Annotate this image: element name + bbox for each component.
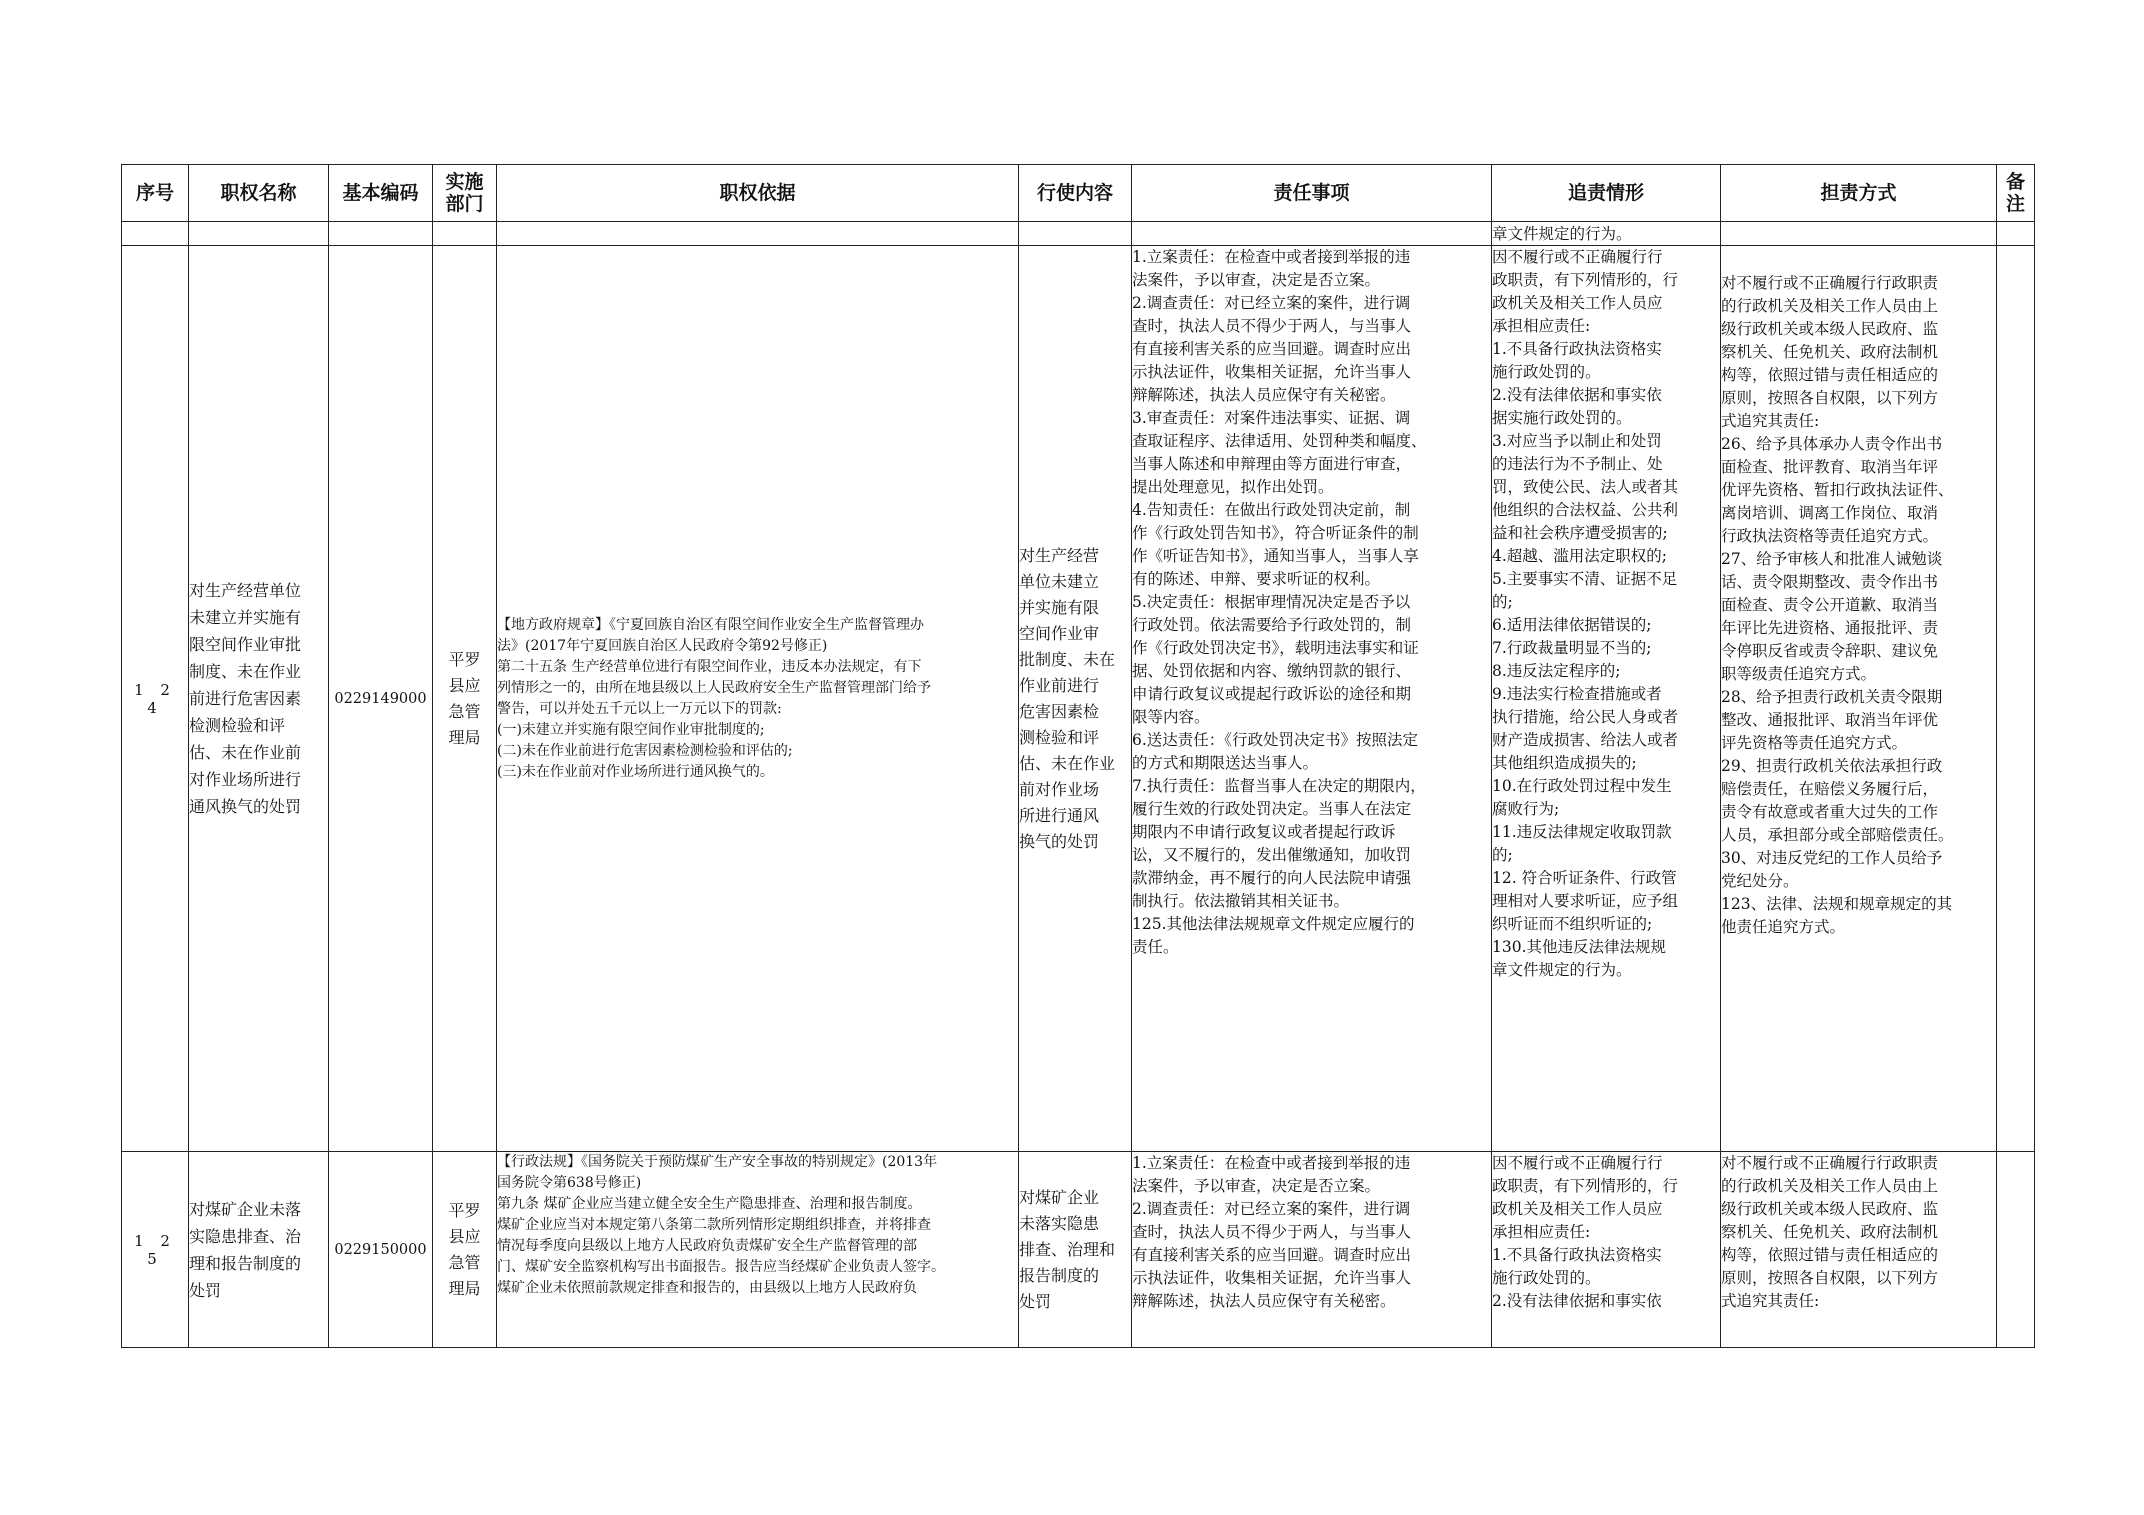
row-serial: 1 2 4	[122, 246, 189, 1152]
header-basic-code: 基本编码	[329, 165, 433, 222]
row-basic-code: 0229149000	[329, 246, 433, 1152]
header-exercise: 行使内容	[1019, 165, 1132, 222]
row-exercise: 对煤矿企业 未落实隐患 排查、治理和 报告制度的 处罚	[1019, 1152, 1132, 1348]
row-responsibility: 1.立案责任：在检查中或者接到举报的违 法案件，予以审查，决定是否立案。 2.调查责任：对已经立案的案件，进行调 查时，执法人员不得少于两人，与当事人 有直接利害关系的应当回避。调查时应出 示执法证件，收集相关证据，允许当事人 辩解陈述，执法人员应保守有关秘密。 3.审查责任：对案件违法事实、证据、调 查取证程序、法律适用、处罚种类和幅度、 当事人陈述和申辩理由等方面进行审查， 提出处理意见，拟作出处罚。 4.告知责任：在做出行政处罚决定前，制 作《行政处罚告知书》，符合听证条件的制 作《听证告知书》，通知当事人，当事人享 有的陈述、申辩、要求听证的权利。 5.决定责任：根据审理情况决定是否予以 行政处罚。依法需要给予行政处罚的，制 作《行政处罚决定书》，载明违法事实和证 据、处罚依据和内容、缴纳罚款的银行、 申请行政复议或提起行政诉讼的途径和期 限等内容。 6.送达责任：《行政处罚决定书》按照法定 的方式和期限送达当事人。 7.执行责任：监督当事人在决定的期限内， 履行生效的行政处罚决定。当事人在法定 期限内不申请行政复议或者提起行政诉 讼，又不履行的，发出催缴通知，加收罚 款滞纳金，再不履行的向人民法院申请强 制执行。依法撤销其相关证书。 125.其他法律法规规章文件规定应履行的 责任。	[1132, 246, 1492, 1152]
row-power-name: 对煤矿企业未落 实隐患排查、治 理和报告制度的 处罚	[189, 1152, 329, 1348]
row-accountability: 因不履行或不正确履行行 政职责，有下列情形的，行 政机关及相关工作人员应 承担相应责任: 1.不具备行政执法资格实 施行政处罚的。 2.没有法律依据和事实依 据实施行政处罚的。 3.对应当予以制止和处罚 的违法行为不予制止、处 罚，致使公民、法人或者其 他组织的合法权益、公共利 益和社会秩序遭受损害的; 4.超越、滥用法定职权的; 5.主要事实不清、证据不足 的; 6.适用法律依据错误的; 7.行政裁量明显不当的; 8.违反法定程序的; 9.违法实行检查措施或者 执行措施，给公民人身或者 财产造成损害、给法人或者 其他组织造成损失的; 10.在行政处罚过程中发生 腐败行为; 11.违反法律规定收取罚款 的; 12. 符合听证条件、行政管 理相对人要求听证，应予组 织听证而不组织听证的; 130.其他违反法律法规规 章文件规定的行为。	[1492, 246, 1721, 1152]
header-power-name: 职权名称	[189, 165, 329, 222]
row-serial: 1 2 5	[122, 1152, 189, 1348]
row-accountability: 因不履行或不正确履行行 政职责，有下列情形的，行 政机关及相关工作人员应 承担相应责任: 1.不具备行政执法资格实 施行政处罚的。 2.没有法律依据和事实依	[1492, 1152, 1721, 1348]
header-row	[122, 165, 2035, 222]
header-liability: 担责方式	[1721, 165, 1997, 222]
header-remark	[1997, 165, 2035, 222]
row-exercise: 对生产经营 单位未建立 并实施有限 空间作业审 批制度、未在 作业前进行 危害因素检 测检验和评 估、未在作业 前对作业场 所进行通风 换气的处罚	[1019, 246, 1132, 1152]
continuation-text: 章文件规定的行为。	[1492, 222, 1721, 246]
header-accountability: 追责情形	[1492, 165, 1721, 222]
row-liability: 对不履行或不正确履行行政职责 的行政机关及相关工作人员由上 级行政机关或本级人民政府、监 察机关、任免机关、政府法制机 构等，依照过错与责任相适应的 原则，按照各自权限，以下列方 式追究其责任:	[1721, 1152, 1997, 1348]
continuation-row	[122, 222, 2035, 246]
row-remark	[1997, 246, 2035, 1152]
row-dept: 平罗 县应 急管 理局	[433, 246, 497, 1152]
header-dept	[433, 165, 497, 222]
duty-table	[121, 164, 2035, 1348]
row-basis: 【行政法规】《国务院关于预防煤矿生产安全事故的特别规定》(2013年 国务院令第638号修正) 第九条 煤矿企业应当建立健全安全生产隐患排查、治理和报告制度。 煤矿企业应当对本规定第八条第二款所列情形定期组织排查，并将排查 情况每季度向县级以上地方人民政府负责煤矿安全生产监督管理的部 门、煤矿安全监察机构写出书面报告。报告应当经煤矿企业负责人签字。 煤矿企业未依照前款规定排查和报告的，由县级以上地方人民政府负	[497, 1152, 1019, 1348]
header-responsibility: 责任事项	[1132, 165, 1492, 222]
row-power-name: 对生产经营单位 未建立并实施有 限空间作业审批 制度、未在作业 前进行危害因素 检测检验和评 估、未在作业前 对作业场所进行 通风换气的处罚	[189, 246, 329, 1152]
row-liability: 对不履行或不正确履行行政职责 的行政机关及相关工作人员由上 级行政机关或本级人民政府、监 察机关、任免机关、政府法制机 构等，依照过错与责任相适应的 原则，按照各自权限，以下列方 式追究其责任: 26、给予具体承办人责令作出书 面检查、批评教育、取消当年评 优评先资格、暂扣行政执法证件、 离岗培训、调离工作岗位、取消 行政执法资格等责任追究方式。 27、给予审核人和批准人诫勉谈 话、责令限期整改、责令作出书 面检查、责令公开道歉、取消当 年评比先进资格、通报批评、责 令停职反省或责令辞职、建议免 职等级责任追究方式。 28、给予担责行政机关责令限期 整改、通报批评、取消当年评优 评先资格等责任追究方式。 29、担责行政机关依法承担行政 赔偿责任，在赔偿义务履行后， 责令有故意或者重大过失的工作 人员，承担部分或全部赔偿责任。 30、对违反党纪的工作人员给予 党纪处分。 123、法律、法规和规章规定的其 他责任追究方式。	[1721, 246, 1997, 1152]
row-responsibility: 1.立案责任：在检查中或者接到举报的违 法案件，予以审查，决定是否立案。 2.调查责任：对已经立案的案件，进行调 查时，执法人员不得少于两人，与当事人 有直接利害关系的应当回避。调查时应出 示执法证件，收集相关证据，允许当事人 辩解陈述，执法人员应保守有关秘密。	[1132, 1152, 1492, 1348]
header-remark-label: 备注	[2006, 171, 2026, 215]
row-basic-code: 0229150000	[329, 1152, 433, 1348]
header-dept-label: 实施部门	[445, 171, 484, 215]
row-dept: 平罗 县应 急管 理局	[433, 1152, 497, 1348]
row-basis: 【地方政府规章】《宁夏回族自治区有限空间作业安全生产监督管理办 法》(2017年宁夏回族自治区人民政府令第92号修正) 第二十五条 生产经营单位进行有限空间作业，违反本办法规定，有下 列情形之一的，由所在地县级以上人民政府安全生产监督管理部门给予 警告，可以并处五千元以上一万元以下的罚款: (一)未建立并实施有限空间作业审批制度的; (二)未在作业前进行危害因素检测检验和评估的; (三)未在作业前对作业场所进行通风换气的。	[497, 246, 1019, 1152]
table-row	[122, 1152, 2035, 1348]
row-remark	[1997, 1152, 2035, 1348]
table-row	[122, 246, 2035, 1152]
header-serial: 序号	[122, 165, 189, 222]
header-basis: 职权依据	[497, 165, 1019, 222]
